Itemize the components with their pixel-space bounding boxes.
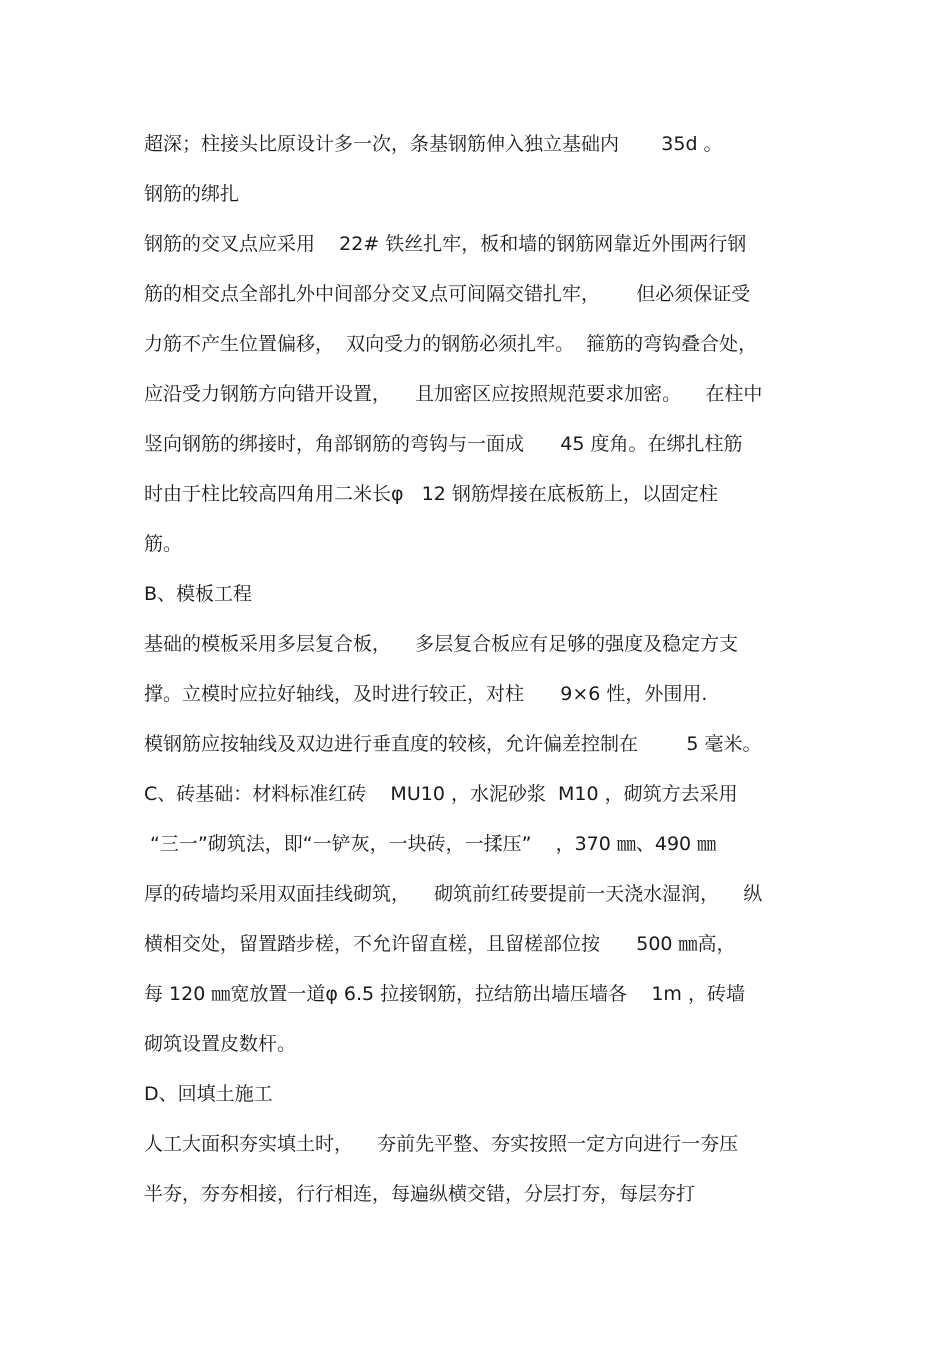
text-line: 撑。立模时应拉好轴线，及时进行较正，对柱 9×6 性，外围用. (144, 683, 708, 705)
text-line: 钢筋的交叉点应采用 22# 铁丝扎牢，板和墙的钢筋网靠近外围两行钢 (144, 233, 747, 255)
section-heading: B、模板工程 (144, 583, 253, 605)
section-heading: D、回填土施工 (144, 1083, 273, 1105)
text-line: 力筋不产生位置偏移， 双向受力的钢筋必须扎牢。 箍筋的弯钩叠合处， (144, 333, 758, 355)
text-line: 筋的相交点全部扎外中间部分交叉点可间隔交错扎牢， 但必须保证受 (144, 283, 751, 305)
text-line: 应沿受力钢筋方向错开设置， 且加密区应按照规范要求加密。 在柱中 (144, 383, 763, 405)
text-line: 筋。 (144, 533, 183, 555)
section-heading: 钢筋的绑扎 (144, 183, 240, 205)
text-line: 人工大面积夯实填土时， 夯前先平整、夯实按照一定方向进行一夯压 (144, 1133, 739, 1155)
text-line: 时由于柱比较高四角用二米长φ 12 钢筋焊接在底板筋上，以固定柱 (144, 483, 718, 505)
text-line: 横相交处，留置踏步槎，不允许留直槎，且留槎部位按 500 ㎜高， (144, 933, 736, 955)
text-line: C、砖基础：材料标准红砖 MU10 ，水泥砂浆 M10 ，砌筑方去采用 (144, 783, 738, 805)
text-line: 每 120 ㎜宽放置一道φ 6.5 拉接钢筋，拉结筋出墙压墙各 1m ，砖墙 (144, 983, 745, 1005)
text-line: 基础的模板采用多层复合板， 多层复合板应有足够的强度及稳定方支 (144, 633, 739, 655)
text-line: 砌筑设置皮数杆。 (144, 1033, 297, 1055)
text-line: 超深；柱接头比原设计多一次，条基钢筋伸入独立基础内 35d 。 (144, 133, 723, 155)
text-line: 半夯，夯夯相接，行行相连，每遍纵横交错，分层打夯，每层夯打 (144, 1183, 696, 1205)
text-line: 厚的砖墙均采用双面挂线砌筑， 砌筑前红砖要提前一天浇水湿润， 纵 (144, 883, 763, 905)
text-line: 竖向钢筋的绑接时，角部钢筋的弯钩与一面成 45 度角。在绑扎柱筋 (144, 433, 743, 455)
text-line: “三一”砌筑法，即“一铲灰，一块砖，一揉压” ，370 ㎜、490 ㎜ (144, 833, 717, 855)
text-line: 模钢筋应按轴线及双边进行垂直度的较核，允许偏差控制在 5 毫米。 (144, 733, 762, 755)
